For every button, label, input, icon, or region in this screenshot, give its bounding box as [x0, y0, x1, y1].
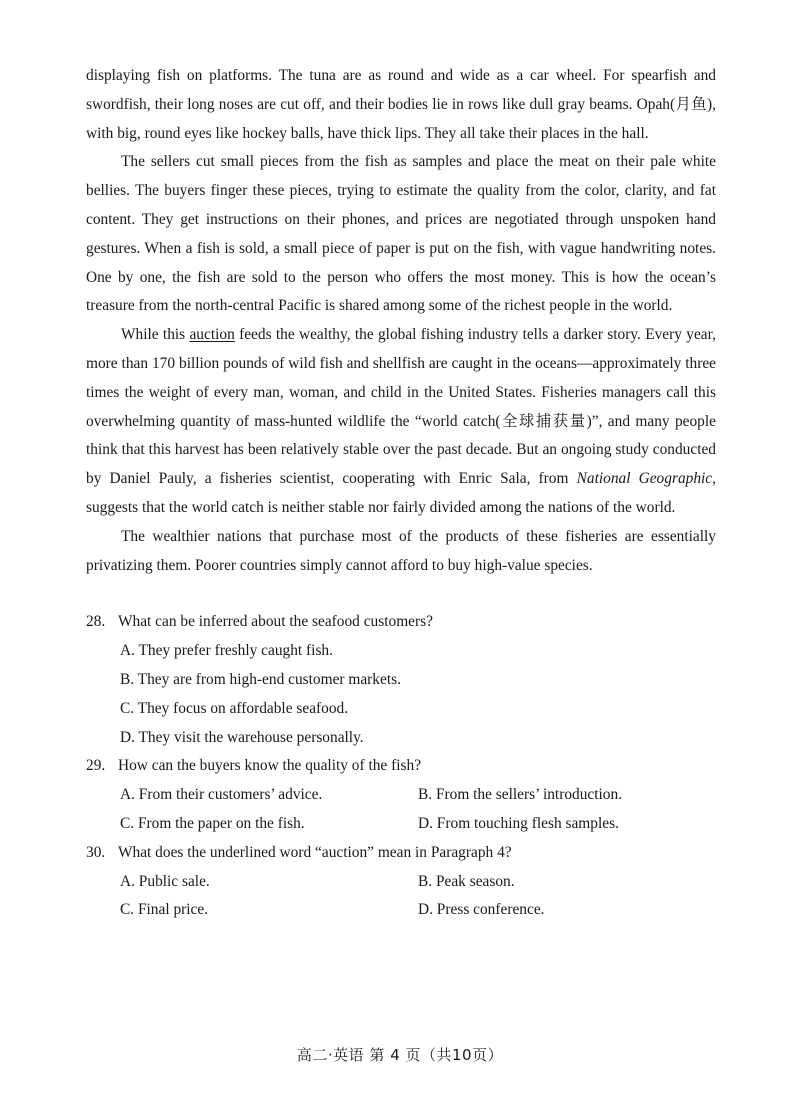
option-d: D. From touching flesh samples.	[418, 814, 619, 832]
question-29	[86, 752, 716, 781]
question-30-options	[86, 868, 716, 926]
italic-title: National Geographic	[576, 470, 713, 488]
question-number: 30.	[86, 843, 106, 861]
option-row	[120, 781, 716, 810]
question-text: What does the underlined word “auction” mean in Paragraph 4?	[118, 843, 512, 861]
option-c: C. Final price.	[120, 901, 209, 919]
paragraph-text: feeds the wealthy, the global fishing industry tells a darker story. Every year, more than 170 billion pounds of wild fish and shellfish are caught in the oceans—approximately three times the weight of every man, woman, and child in the United States. Fisheries managers call this overwhelming quantity of mass-hunted wildlife the “world catch(全球捕获量)”, and many people think that this harvest has been relatively stable over the past decade. But an ongoing study conducted by Daniel Pauly, a fisheries scientist, cooperating with Enric Sala, from	[86, 326, 716, 488]
passage-paragraph-4: The wealthier nations that purchase most of the products of these fisheries are essentially privatizing them. Poorer countries simply cannot afford to buy high-value species.	[86, 527, 716, 574]
paragraph-text: , suggests that the world catch is neither stable nor fairly divided among the nations of the world.	[86, 470, 716, 516]
paragraph-text: While this	[121, 326, 190, 344]
option-b: B. They are from high-end customer markets.	[120, 670, 401, 688]
question-number: 28.	[86, 613, 106, 631]
question-number: 29.	[86, 757, 106, 775]
passage-paragraph-2: The sellers cut small pieces from the fish as samples and place the meat on their pale white bellies. The buyers finger these pieces, trying to estimate the quality from the color, clarity, and fat content. They get instructions on their phones, and prices are negotiated through unspoken hand gestures. When a fish is sold, a small piece of paper is put on the fish, with vague handwriting notes. One by one, the fish are sold to the person who offers the most money. This is how the ocean’s treasure from the north-central Pacific is shared among some of the richest people in the world.	[86, 153, 716, 315]
option-row	[120, 868, 716, 897]
option-row	[120, 896, 716, 925]
option-c: C. From the paper on the fish.	[120, 814, 305, 832]
option-d: D. They visit the warehouse personally.	[120, 728, 364, 746]
page-footer: 高二·英语 第 4 页（共10页）	[296, 1046, 504, 1064]
exam-page	[86, 62, 716, 925]
option-d: D. Press conference.	[418, 901, 545, 919]
question-30	[86, 839, 716, 868]
question-28-options	[86, 637, 716, 752]
passage-paragraph-3	[86, 321, 716, 523]
question-list	[86, 608, 716, 925]
question-text: How can the buyers know the quality of the fish?	[118, 757, 422, 775]
option-c: C. They focus on affordable seafood.	[120, 699, 349, 717]
question-29-options	[86, 781, 716, 839]
passage-paragraph-1: displaying fish on platforms. The tuna are as round and wide as a car wheel. For spearfish and swordfish, their long noses are cut off, and their bodies lie in rows like dull gray beams. Opah(月鱼), with big, round eyes like hockey balls, have thick lips. They all take their places in the hall.	[86, 67, 716, 142]
option-b: B. Peak season.	[418, 872, 515, 890]
underlined-word-auction: auction	[189, 326, 235, 344]
option-a: A. Public sale.	[120, 872, 210, 890]
option-b: B. From the sellers’ introduction.	[418, 786, 623, 804]
option-a: A. From their customers’ advice.	[120, 786, 323, 804]
question-text: What can be inferred about the seafood customers?	[118, 613, 433, 631]
question-28	[86, 608, 716, 637]
option-a: A. They prefer freshly caught fish.	[120, 642, 333, 660]
option-row	[120, 810, 716, 839]
